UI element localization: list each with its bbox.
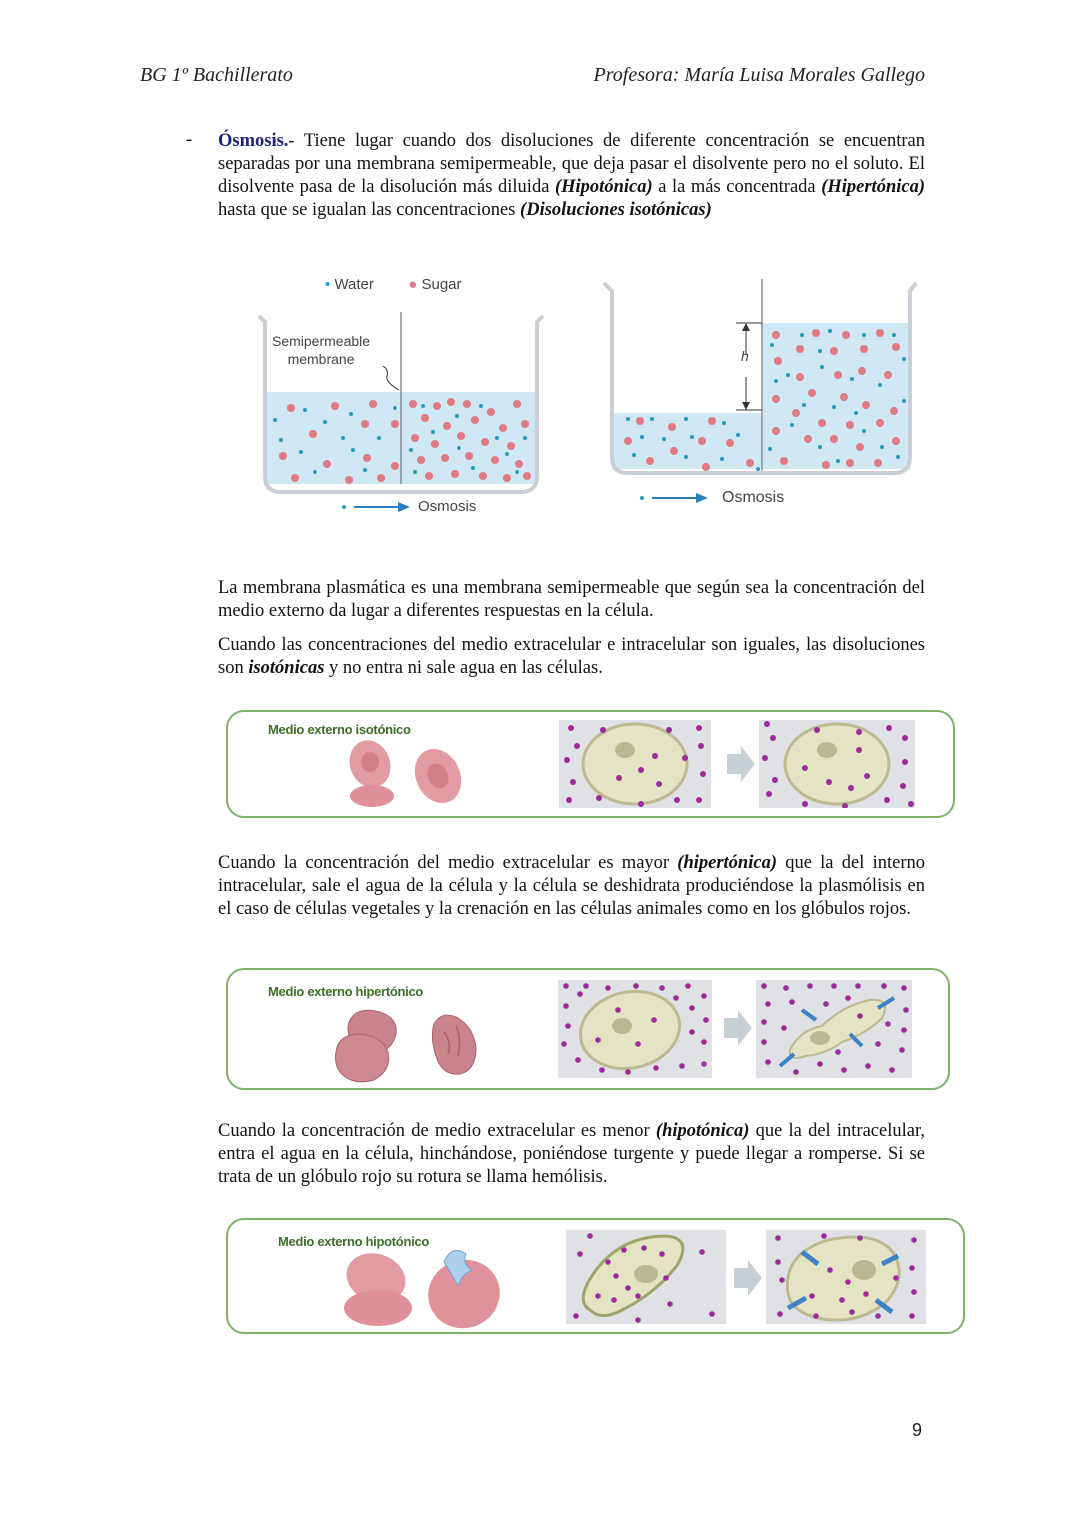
beaker-final-icon	[598, 275, 920, 480]
paragraph-hypotonic: Cuando la concentración de medio extracelular es menor (hipotónica) que la del intracelular, entra el agua en la célula, hinchándose, poniéndose turgente y puede llegar a romperse. Si se trata de un glóbulo rojo su rotura se llama hemólisis.	[218, 1121, 925, 1187]
section-title: Ósmosis.-	[218, 131, 295, 151]
arrow-right-icon	[638, 493, 710, 503]
paragraph-hypertonic: Cuando la concentración del medio extracelular es mayor (hipertónica) que la del interno intracelular, sale el agua de la célula y la célula se deshidrata produciéndose la plasmólisis en el caso de células vegetales y la crenación en las células animales como en los glóbulos rojos.	[218, 853, 925, 919]
osmosis-definition: Ósmosis.- Tiene lugar cuando dos disoluciones de diferente concentración se encuentran separadas por una membrana semipermeable, que deja pasar el disolvente pero no el soluto. El disolvente pasa de la disolución más diluida (Hipotónica) a la más concentrada (Hipertónica) hasta que se igualan las concentraciones (Disoluciones isotónicas)	[218, 131, 925, 220]
plant-cell-plasmolysis-icon	[558, 980, 914, 1078]
header-teacher: Profesora: María Luisa Morales Gallego	[593, 64, 925, 86]
water-dot-icon: •	[325, 276, 331, 293]
membrane-label: Semipermeable membrane	[272, 333, 371, 367]
osmosis-arrow-right: Osmosis	[638, 489, 784, 507]
height-label: h	[741, 348, 749, 364]
osmosis-figure-final	[598, 275, 923, 520]
plant-cell-isotonic-icon	[559, 720, 917, 808]
panel-hypertonic	[226, 968, 950, 1090]
plant-cell-turgid-icon	[566, 1230, 928, 1324]
arrow-right-icon	[340, 502, 412, 512]
bullet-dash: -	[186, 130, 193, 150]
legend: • Water ● Sugar	[325, 276, 462, 293]
panel-isotonic	[226, 710, 955, 818]
sugar-dot-icon: ●	[408, 276, 418, 293]
red-blood-cells-normal-icon	[338, 740, 478, 812]
term-hipertonica: (Hipertónica)	[821, 177, 925, 197]
panel-label-isotonic: Medio externo isotónico	[268, 722, 411, 737]
paragraph-isotonic: Cuando las concentraciones del medio extracelular e intracelular son iguales, las disoluciones son isotónicas y no entra ni sale agua en las células.	[218, 635, 925, 678]
osmosis-arrow-left: Osmosis	[340, 498, 476, 515]
osmosis-figure-initial	[255, 270, 555, 525]
paragraph-membrane: La membrana plasmática es una membrana semipermeable que según sea la concentración del medio externo da lugar a diferentes respuestas en la célula.	[218, 578, 925, 621]
panel-hypotonic	[226, 1218, 965, 1334]
page-number: 9	[912, 1420, 923, 1440]
red-blood-cells-hemolysis-icon	[338, 1250, 508, 1330]
panel-label-hypotonic: Medio externo hipotónico	[278, 1234, 429, 1249]
term-isotonicas: (Disoluciones isotónicas)	[520, 200, 712, 220]
header-course: BG 1º Bachillerato	[140, 64, 293, 86]
panel-label-hypertonic: Medio externo hipertónico	[268, 984, 424, 999]
red-blood-cells-crenated-icon	[328, 1002, 488, 1084]
term-hipotonica: (Hipotónica)	[554, 177, 653, 197]
